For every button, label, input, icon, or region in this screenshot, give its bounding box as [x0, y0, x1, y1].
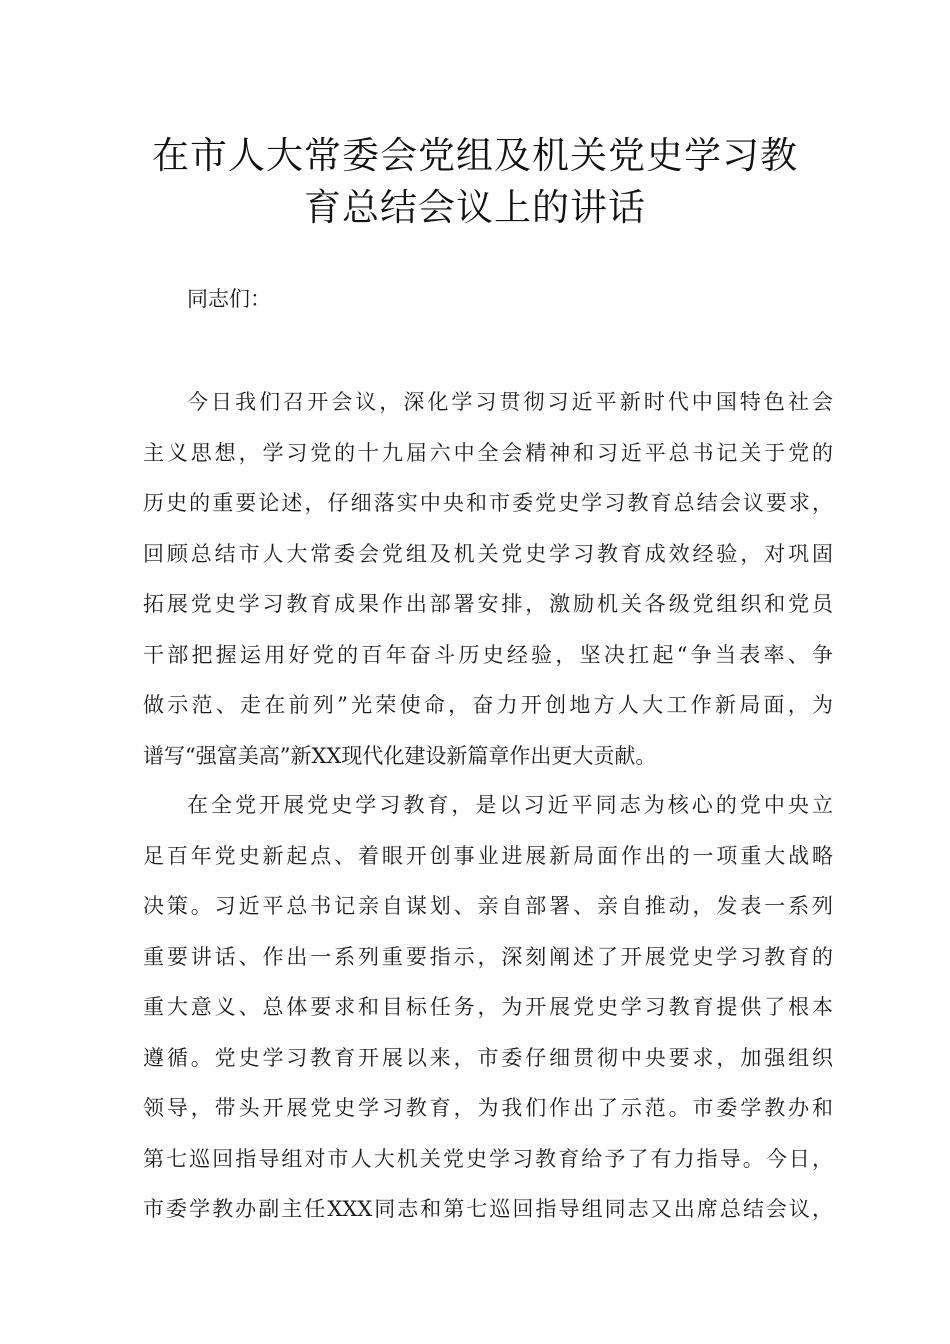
paragraph-2: [143, 780, 833, 1235]
document-title-line-2: 育总结会议上的讲话: [304, 186, 646, 229]
paragraph-line: 做示范、走在前列”光荣使命，奋力开创地方人大工作新局面，为: [143, 693, 833, 717]
paragraph-line: 重大意义、总体要求和目标任务，为开展党史学习教育提供了根本: [143, 995, 833, 1019]
paragraph-line: 干部把握运用好党的百年奋斗历史经验，坚决扛起“争当表率、争: [143, 642, 833, 667]
salutation: 同志们：: [187, 287, 271, 311]
paragraph-line: 回顾总结市人大常委会党组及机关党史学习教育成效经验，对巩固: [143, 541, 833, 566]
document-title-line-1: 在市人大常委会党组及机关党史学习教: [152, 134, 798, 177]
paragraph-1: [143, 377, 833, 781]
paragraph-line: 今日我们召开会议，深化学习贯彻习近平新时代中国特色社会: [187, 390, 833, 414]
paragraph-line: 拓展党史学习教育成果作出部署安排，激励机关各级党组织和党员: [143, 592, 833, 616]
paragraph-line: 决策。习近平总书记亲自谋划、亲自部署、亲自推动，发表一系列: [143, 894, 833, 918]
paragraph-line: 主义思想，学习党的十九届六中全会精神和习近平总书记关于党的: [143, 440, 833, 465]
paragraph-line: 市委学教办副主任XXX同志和第七巡回指导组同志又出席总结会议，: [143, 1197, 833, 1221]
paragraph-line: 遵循。党史学习教育开展以来，市委仔细贯彻中央要求，加强组织: [143, 1045, 833, 1070]
paragraph-line: 在全党开展党史学习教育，是以习近平同志为核心的党中央立: [187, 793, 833, 817]
paragraph-line: 足百年党史新起点、着眼开创事业进展新局面作出的一项重大战略: [143, 843, 833, 868]
paragraph-line: 第七巡回指导组对市人大机关党史学习教育给予了有力指导。今日，: [143, 1146, 833, 1171]
paragraph-line: 历史的重要论述，仔细落实中央和市委党史学习教育总结会议要求，: [143, 491, 833, 515]
paragraph-line: 谱写“强富美高”新XX现代化建设新篇章作出更大贡献。: [143, 743, 657, 768]
paragraph-line: 重要讲话、作出一系列重要指示，深刻阐述了开展党史学习教育的: [143, 944, 833, 969]
paragraph-line: 领导，带头开展党史学习教育，为我们作出了示范。市委学教办和: [143, 1096, 833, 1120]
